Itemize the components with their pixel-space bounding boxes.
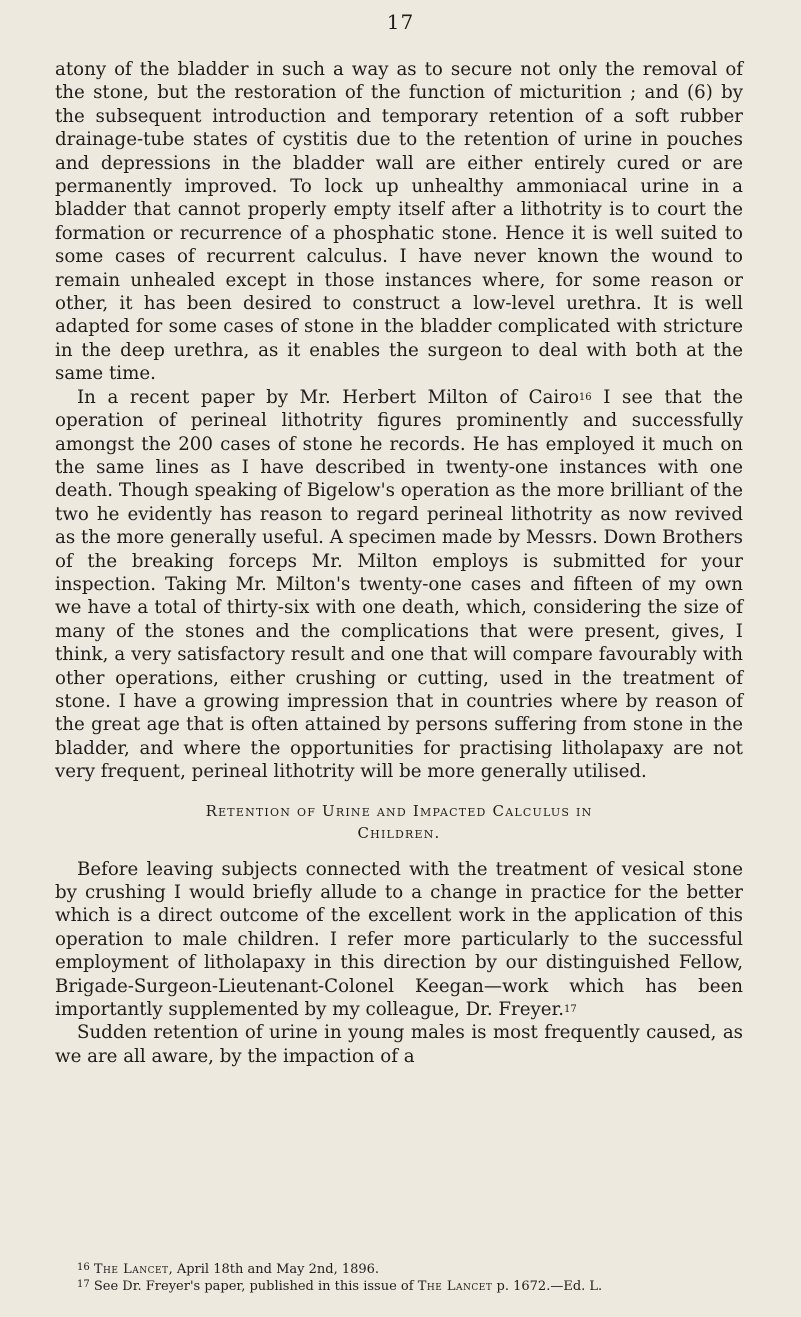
footnote-16 (55, 1262, 755, 1279)
footnote-text: See Dr. Freyer's paper, published in this issue of (93, 1278, 418, 1294)
paragraph-text: In a recent paper by Mr. Herbert Milton of Cairo (77, 386, 579, 408)
paragraph-text: I see that the operation of perineal lithotrity figures prominently and successfully amongst the 200 cases of stone he records. He has employed it much on the same lines as I have described in twenty-one instances with one death. Though speaking of Bigelow's operation as the more brilliant of the two he evidently has reason to regard perineal lithotrity as now revived as the more generally useful. A specimen made by Messrs. Down Brothers of the breaking forceps Mr. Milton employs is submitted for your inspection. Taking Mr. Milton's twenty-one cases and fifteen of my own we have a total of thirty-six with one death, which, considering the size of many of the stones and the complications that were present, gives, I think, a very satisfactory result and one that will compare favourably with other operations, either crushing or cutting, used in the treatment of stone. I have a growing impression that in countries where by reason of the great age that is often attained by persons suffering from stone in the bladder, and where the opportunities for practising litholapaxy are not very frequent, perineal lithotrity will be more generally utilised. (55, 386, 743, 783)
journal-name: The Lancet (93, 1262, 169, 1277)
body-text (55, 58, 743, 1068)
paragraph-text: Before leaving subjects connected with the treatment of vesical stone by crushing I would briefly allude to a change in practice for the better which is a direct outcome of the excellent work in the application of this operation to male children. I refer more particularly to the successful employment of litholapaxy in this direction by our distinguished Fellow, Brigade-Surgeon-Lieutenant-Colonel Keegan—work which has been importantly supplemented by my colleague, Dr. Freyer. (55, 858, 743, 1021)
paragraph-children (55, 858, 743, 1022)
heading-line: Retention of Urine and Impacted Calculus in (205, 801, 593, 820)
footnote-marker: 16 (77, 1262, 90, 1273)
footnote-reference: 17 (564, 1004, 577, 1016)
page-number: 17 (386, 10, 415, 34)
paragraph-continuation (55, 58, 743, 386)
footnote-text: , April 18th and May 2nd, 1896. (168, 1262, 380, 1277)
footnote-text: p. 1672.—Ed. L. (492, 1278, 603, 1294)
journal-name: The Lancet (417, 1278, 493, 1294)
heading-line: Children. (357, 823, 441, 842)
section-heading (55, 800, 743, 844)
footnote-17 (55, 1279, 755, 1296)
paragraph-text: Sudden retention of urine in young males is most frequently caused, as we are all aware, by the impaction of a (55, 1022, 743, 1067)
paragraph-text: atony of the bladder in such a way as to secure not only the removal of the stone, but the restoration of the function of micturition ; and (6) by the subsequent introduction and temporary retention of a soft rubber drainage-tube states of cystitis due to the retention of urine in pouches and depressions in the bladder wall are either entirely cured or are permanently improved. To lock up unhealthy ammoniacal urine in a bladder that cannot properly empty itself after a lithotrity is to court the formation or recurrence of a phosphatic stone. Hence it is well suited to some cases of recurrent calculus. I have never known the wound to remain unhealed except in those instances where, for some reason or other, it has been desired to construct a low-level urethra. It is well adapted for some cases of stone in the bladder complicated with stricture in the deep urethra, as it enables the surgeon to deal with both at the same time. (55, 59, 743, 385)
paragraph-retention (55, 1021, 743, 1068)
footnotes (55, 1262, 755, 1295)
paragraph-milton (55, 386, 743, 784)
footnote-reference: 16 (578, 391, 592, 403)
footnote-marker: 17 (77, 1278, 90, 1290)
